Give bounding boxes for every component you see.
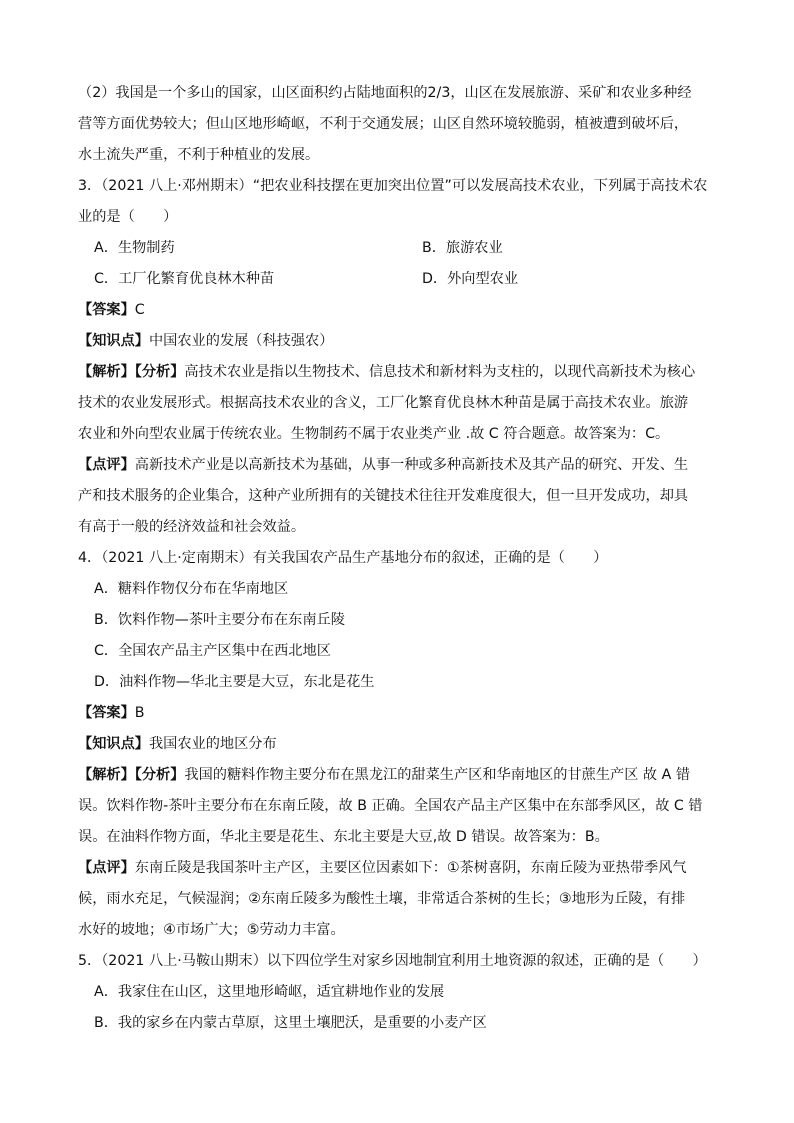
q3-stem-line-2: 业的是（ ） bbox=[78, 209, 178, 225]
q2-analysis-line-3: 水土流失严重，不利于种植业的发展。 bbox=[78, 147, 320, 163]
q4-comment-line-1 bbox=[78, 853, 722, 884]
q3-comment-tag: 【点评】 bbox=[78, 457, 135, 473]
q3-options-row-2 bbox=[78, 264, 722, 295]
q4-analysis-text-1: 我国的糖料作物主要分布在黑龙江的甜菜生产区和华南地区的甘蔗生产区 故 A 错 bbox=[184, 767, 691, 783]
q3-knowledge-point bbox=[78, 326, 722, 357]
q4-answer-value: B bbox=[134, 705, 145, 721]
q3-options-row-1 bbox=[78, 233, 722, 264]
q5-option-a: A．我家住在山区，这里地形崎岖，适宜耕地作业的发展 bbox=[94, 984, 445, 1000]
q3-answer bbox=[78, 295, 722, 326]
q4-option-a: A．糖料作物仅分布在华南地区 bbox=[94, 581, 289, 597]
q3-analysis-line-1 bbox=[78, 357, 722, 388]
q4-option-d: D．油料作物—华北主要是大豆，东北是花生 bbox=[94, 674, 375, 690]
q4-answer bbox=[78, 698, 722, 729]
q4-kp-value: 我国农业的地区分布 bbox=[148, 736, 277, 752]
q4-comment-text-1: 东南丘陵是我国茶叶主产区，主要区位因素如下：①茶树喜阴，东南丘陵为亚热带季风气 bbox=[134, 860, 687, 876]
q3-option-d: D．外向型农业 bbox=[422, 271, 519, 287]
q2-analysis-line-2: 营等方面优势较大；但山区地形崎岖，不利于交通发展；山区自然环境较脆弱，植被遭到破坏后， bbox=[78, 116, 689, 132]
q4-analysis-line-3: 误。在油料作物方面，华北主要是花生、东北主要是大豆,故 D 错误。故答案为：B。 bbox=[78, 829, 609, 845]
q3-analysis-line-2: 技术的农业发展形式。根据高技术农业的含义，工厂化繁育优良林木种苗是属于高技术农业。旅游 bbox=[78, 395, 689, 411]
q3-stem-line-1: 3．（2021 八上·邓州期末）“把农业科技摆在更加突出位置”可以发展高技术农业，下列属于高技术农 bbox=[78, 178, 708, 194]
q4-comment-line-3: 水好的坡地；④市场广大；⑤劳动力丰富。 bbox=[78, 922, 345, 938]
q3-answer-tag: 【答案】 bbox=[78, 302, 135, 318]
q5-stem-line-1: 5．（2021 八上·马鞍山期末）以下四位学生对家乡因地制宜利用土地资源的叙述，正确的是（ ） bbox=[78, 953, 707, 969]
q3-analysis-tag: 【解析】【分析】 bbox=[78, 364, 185, 380]
q4-stem-line-1: 4．（2021 八上·定南期末）有关我国农产品生产基地分布的叙述，正确的是（ ） bbox=[78, 550, 608, 566]
q3-comment-line-1 bbox=[78, 450, 722, 481]
q4-comment-line-2: 候，雨水充足，气候湿润；②东南丘陵多为酸性土壤，非常适合茶树的生长；③地形为丘陵，有排 bbox=[78, 891, 686, 907]
q4-kp-tag: 【知识点】 bbox=[78, 736, 149, 752]
q3-analysis-line-3: 农业和外向型农业属于传统农业。生物制药不属于农业类产业 .故 C 符合题意。故答案为：C。 bbox=[78, 426, 670, 442]
q3-comment-text-1: 高新技术产业是以高新技术为基础，从事一种或多种高新技术及其产品的研究、开发、生 bbox=[134, 457, 689, 473]
q3-option-b: B．旅游农业 bbox=[422, 240, 503, 256]
q2-analysis-line-1: （2）我国是一个多山的国家，山区面积约占陆地面积的2/3，山区在发展旅游、采矿和农业多种经 bbox=[78, 85, 692, 101]
q4-analysis-tag: 【解析】【分析】 bbox=[78, 767, 185, 783]
q4-knowledge-point bbox=[78, 729, 722, 760]
q4-analysis-line-1 bbox=[78, 760, 722, 791]
q3-option-a: A．生物制药 bbox=[94, 240, 175, 256]
q4-answer-tag: 【答案】 bbox=[78, 705, 135, 721]
q4-comment-tag: 【点评】 bbox=[78, 860, 135, 876]
q4-option-b: B．饮料作物—茶叶主要分布在东南丘陵 bbox=[94, 612, 345, 628]
q3-answer-value: C bbox=[134, 302, 145, 318]
q5-option-b: B．我的家乡在内蒙古草原，这里土壤肥沃，是重要的小麦产区 bbox=[94, 1015, 487, 1031]
q3-analysis-text-1: 高技术农业是指以生物技术、信息技术和新材料为支柱的，以现代高新技术为核心 bbox=[184, 364, 696, 380]
q3-kp-value: 中国农业的发展（科技强农） bbox=[148, 333, 334, 349]
q3-option-c: C．工厂化繁育优良林木种苗 bbox=[94, 271, 275, 287]
q3-kp-tag: 【知识点】 bbox=[78, 333, 149, 349]
q3-comment-line-2: 产和技术服务的企业集合，这种产业所拥有的关键技术往往开发难度很大，但一旦开发成功，却具 bbox=[78, 488, 689, 504]
q4-analysis-line-2: 误。饮料作物-茶叶主要分布在东南丘陵，故 B 正确。全国农产品主产区集中在东部季风区，故 C 错 bbox=[78, 798, 703, 814]
document-content bbox=[78, 78, 722, 1039]
q4-option-c: C．全国农产品主产区集中在西北地区 bbox=[94, 643, 331, 659]
q3-comment-line-3: 有高于一般的经济效益和社会效益。 bbox=[78, 519, 306, 535]
